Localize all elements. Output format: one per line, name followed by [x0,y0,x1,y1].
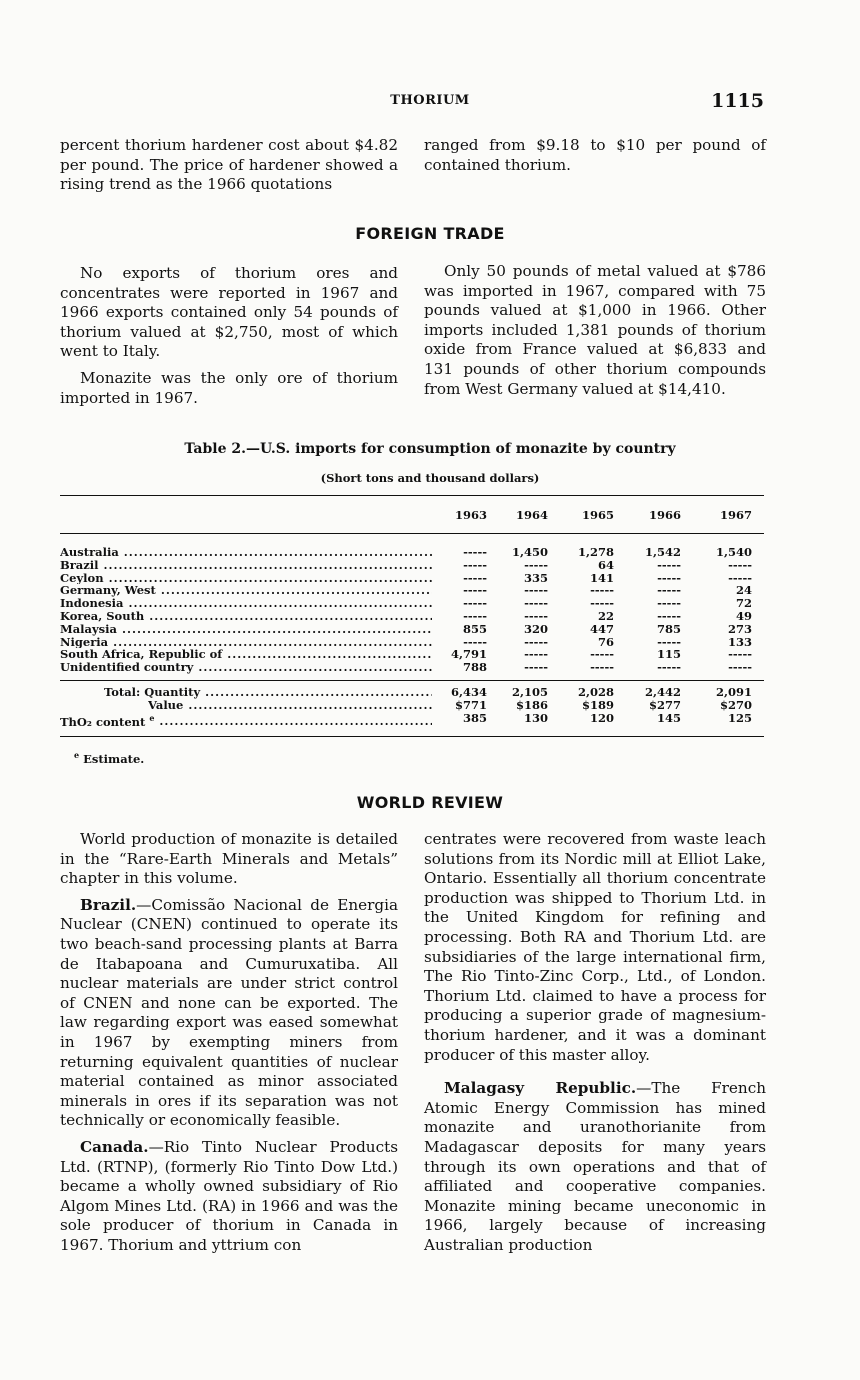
table-cell: 145 [656,710,681,725]
table-cell: ----- [728,647,752,662]
table-cell: 447 [589,621,614,636]
row-label-text: Nigeria [60,635,109,649]
table-cell: ----- [590,660,614,675]
row-label-text: Malaysia [60,622,117,636]
table-cell: ----- [728,570,752,585]
table-row [60,661,764,674]
page-number: 1115 [711,90,764,112]
table-title: Table 2.—U.S. imports for consumption of monazite by country [184,441,676,457]
table-cell: 335 [523,570,548,585]
table-cell: 72 [735,596,752,611]
table-cell: 76 [597,634,614,649]
row-label [60,559,432,572]
table-cell: ----- [657,634,681,649]
foreign-trade-paragraph: Monazite was the only ore of thorium imported in 1967. [60,368,398,407]
world-review-left-column [60,830,398,1262]
country-heading: Malagasy Republic. [444,1079,637,1098]
table-cell: 115 [656,647,681,662]
running-head [0,90,860,114]
column-header: 1963 [454,508,487,522]
table-cell: 2,105 [511,685,548,699]
table-row [60,710,764,729]
row-label [60,623,432,636]
table-row [60,610,764,623]
row-label [60,712,432,729]
country-paragraph-canada [60,1138,398,1256]
row-label-text: Value [148,698,184,712]
table-row [60,686,764,699]
running-title: THORIUM [390,93,470,108]
footnote-mark: e [74,750,80,760]
table-cell: $270 [719,697,752,712]
table-cell: ----- [590,583,614,598]
row-label [60,610,432,623]
table-cell: $277 [648,697,681,712]
table-cell: ----- [463,596,487,611]
world-review-right-column [424,830,766,1262]
row-label [60,648,432,661]
table-row [60,546,764,559]
foreign-trade-left-column [60,264,398,415]
table-cell: 1,450 [511,545,548,559]
column-header: 1966 [648,508,681,522]
table-row [60,699,764,712]
foreign-trade-paragraph: Only 50 pounds of metal valued at $786 was imported in 1967, compared with 75 pounds valued at $1,000 in 1966. Other imports included 1,381 pounds of thorium oxide from France valued at $6,833 and 131 pounds of other thorium compounds from West Germany valued at $14,410. [424,262,766,398]
table-cell: 141 [589,570,614,585]
row-label [148,699,432,712]
table-cell: ----- [524,634,548,649]
table-cell: 22 [597,609,614,623]
table-cell: 2,091 [715,685,752,699]
table-cell: ----- [657,609,681,623]
foreign-trade-paragraph: No exports of thorium ores and concentrates were reported in 1967 and 1966 exports contained only 54 pounds of thorium valued at $2,750, most of which went to Italy. [60,264,398,361]
table-cell: ----- [524,647,548,662]
row-label [60,546,432,559]
table-cell: ----- [524,557,548,572]
table-totals-rule [60,680,764,681]
foreign-trade-right-column [424,262,766,406]
intro-right-text: ranged from $9.18 to $10 per pound of contained thorium. [424,136,766,174]
table-cell: ----- [463,570,487,585]
row-label-text: South Africa, Republic of [60,648,223,662]
row-label-text: Unidentified country [60,661,194,674]
table-cell: ----- [657,583,681,598]
row-label-text: Germany, West [60,584,156,598]
table-cell: ----- [463,545,487,559]
world-review-heading: WORLD REVIEW [356,793,504,812]
row-label [60,636,432,649]
table-cell: 1,540 [715,545,752,559]
table-cell: ----- [657,570,681,585]
row-label-text: ThO₂ content [60,714,146,729]
row-label [60,661,432,674]
row-label-text: Australia [60,546,119,559]
table-cell: 385 [462,710,487,725]
column-header: 1964 [515,508,548,522]
foreign-trade-heading: FOREIGN TRADE [355,224,505,243]
table-cell: 49 [735,609,752,623]
table-cell: ----- [463,634,487,649]
intro-left-column [60,136,398,202]
table-cell: ----- [463,609,487,623]
table-cell: ----- [524,660,548,675]
world-review-paragraph: World production of monazite is detailed in the “Rare-Earth Minerals and Metals” chapter in this volume. [60,830,398,888]
row-label-text: Total: Quantity [104,686,201,699]
table-cell: 133 [727,634,752,649]
country-text: —The French Atomic Energy Commission has mined monazite and uranothorianite from Madagascar deposits for many years through its own operations and that of affiliated and cooperative companies. Monazite mining became uneconomic in 1966, largely because of increasing Australian production [424,1079,766,1254]
table-cell: ----- [524,583,548,598]
table-cell: 125 [727,710,752,725]
table-cell: ----- [463,557,487,572]
table-cell: ----- [657,596,681,611]
row-label-text: Indonesia [60,597,124,610]
country-paragraph-brazil [60,896,398,1131]
table-cell: 120 [589,710,614,725]
table-cell: 130 [523,710,548,725]
table-cell: $771 [454,697,487,712]
table-subtitle: (Short tons and thousand dollars) [320,471,540,485]
footnote-mark: e [149,712,155,723]
table-top-rule [60,495,764,496]
table-cell: 2,442 [644,685,681,699]
table-row [60,623,764,636]
world-review-paragraph: centrates were recovered from waste leach solutions from its Nordic mill at Elliot Lake, Ontario. Essentially all thorium concentrate production was shipped to Thorium Ltd. in the United Kingdom for refining and processing. Both RA and Thorium Ltd. are subsidiaries of the large international firm, The Rio Tinto-Zinc Corp., Ltd., of London. Thorium Ltd. claimed to have a process for producing a superior grade of magnesium-thorium hardener, and it was a dominant producer of this master alloy. [424,830,766,1064]
table-cell: ----- [728,660,752,675]
intro-left-text: percent thorium hardener cost about $4.82 per pound. The price of hardener showed a rising trend as the 1966 quotations [60,136,398,194]
table-cell: 2,028 [577,685,614,699]
intro-right-column [424,136,766,182]
table-cell: ----- [524,609,548,623]
country-text: —Comissão Nacional de Energia Nuclear (CNEN) continued to operate its two beach-sand processing plants at Barra de Itabapoana and Cumuruxatiba. All nuclear materials are under strict control of CNEN and none can be exported. The law regarding export was eased somewhat in 1967 by exempting miners from returning equivalent quantities of nuclear material contained as minor associated minerals in ores if its separation was not technically or economically feasible. [60,895,398,1130]
table-row [60,559,764,572]
table-cell: 855 [462,621,487,636]
table-cell: $189 [581,697,614,712]
table-cell: 785 [656,621,681,636]
table-cell: ----- [728,557,752,572]
table-cell: 788 [462,660,487,675]
country-heading: Canada. [80,1137,149,1156]
row-label-text: Brazil [60,558,99,572]
footnote-text: Estimate. [83,751,145,766]
country-heading: Brazil. [80,895,137,914]
table-footnote [74,750,144,766]
table-cell: ----- [657,557,681,572]
table-bottom-rule [60,736,764,737]
row-label [60,572,432,585]
table-header-rule [60,533,764,534]
table-cell: 1,542 [644,545,681,559]
table-cell: 320 [523,621,548,636]
country-text: —Rio Tinto Nuclear Products Ltd. (RTNP), (formerly Rio Tinto Dow Ltd.) became a wholly owned subsidiary of Rio Algom Mines Ltd. (RA) in 1966 and was the sole producer of thorium in Canada in 1967. Thorium and yttrium con [60,1137,398,1254]
country-paragraph-malagasy [424,1079,766,1255]
table-cell: 24 [735,583,752,598]
table-cell: 6,434 [450,685,487,699]
table-cell: 1,278 [577,545,614,559]
table-cell: ----- [590,596,614,611]
table-cell: 64 [597,557,614,572]
row-label [60,584,432,597]
table-cell: 4,791 [450,647,487,662]
table-cell: $186 [515,697,548,712]
table-header-row [60,508,764,524]
row-label-text: Korea, South [60,610,145,623]
column-header: 1967 [719,508,752,522]
column-header: 1965 [581,508,614,522]
table-cell: ----- [590,647,614,662]
row-label-text: Ceylon [60,571,104,585]
table-cell: 273 [727,621,752,636]
row-label [104,686,432,699]
table-cell: ----- [657,660,681,675]
table-cell: ----- [524,596,548,611]
row-label [60,597,432,610]
table-cell: ----- [463,583,487,598]
